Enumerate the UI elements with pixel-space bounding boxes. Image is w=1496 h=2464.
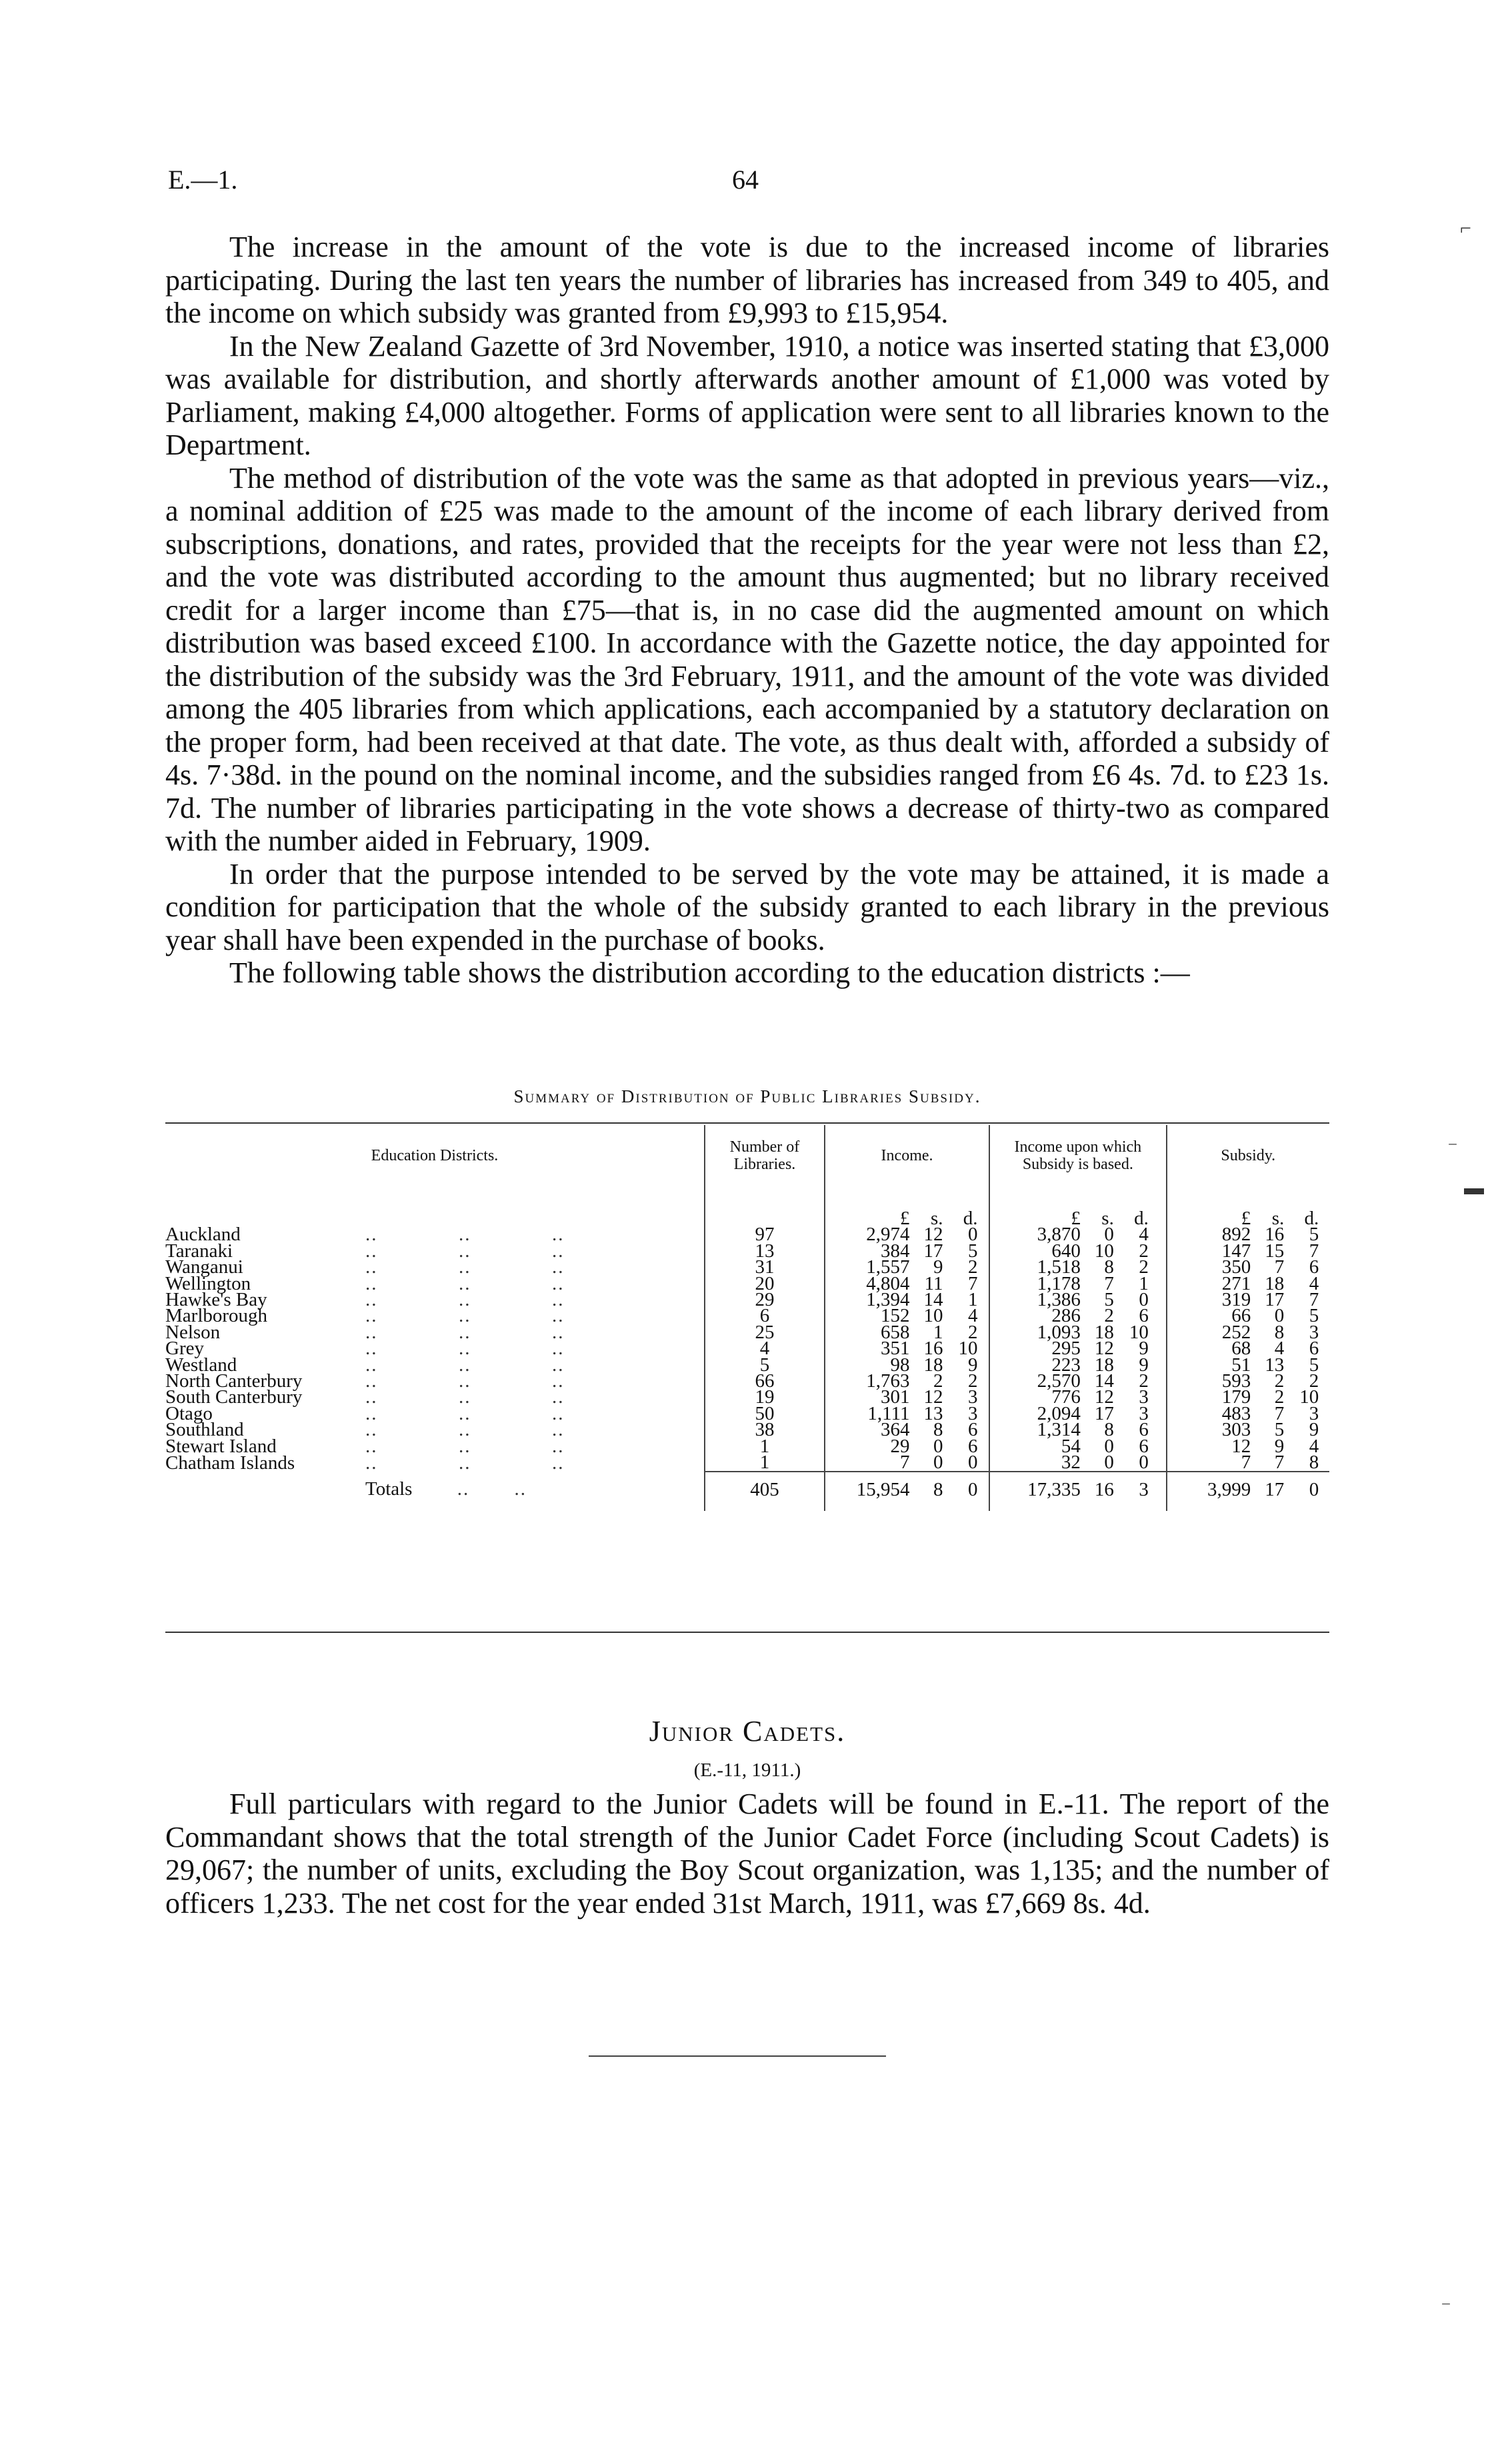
subsidy-amount: 51 13 5 xyxy=(1167,1357,1329,1373)
based-amount: 1,386 5 0 xyxy=(989,1292,1166,1308)
subsidy-amount: 179 2 10 xyxy=(1167,1389,1329,1405)
income-amount: 1,557 9 2 xyxy=(825,1259,989,1275)
income-amount: 2,974 12 0 xyxy=(825,1226,989,1242)
margin-mark-icon: ▬ xyxy=(1464,1177,1484,1199)
table-row: Wanganui .. .. .. 31 1,557 9 2 1,518 8 2 350 7 6 xyxy=(165,1259,1329,1275)
page-number: 64 xyxy=(732,165,759,195)
units-row xyxy=(165,1186,1329,1226)
subsidy-amount: 350 7 6 xyxy=(1167,1259,1329,1275)
paragraph-table-intro: The following table shows the distribution according to the education districts :— xyxy=(229,956,1190,989)
table-caption: Summary of Distribution of Public Libraries Subsidy. xyxy=(513,1086,981,1106)
library-count: 25 xyxy=(705,1324,825,1340)
district-name: Hawke's Bay xyxy=(165,1289,267,1311)
based-amount: 3,870 0 4 xyxy=(989,1226,1166,1242)
income-amount: 1,763 2 2 xyxy=(825,1373,989,1389)
based-amount: 1,518 8 2 xyxy=(989,1259,1166,1275)
district-name: Nelson xyxy=(165,1321,221,1343)
subsidy-summary-table xyxy=(165,1125,1329,1511)
subsidy-amount: 12 9 4 xyxy=(1167,1438,1329,1454)
subsidy-amount: 7 7 8 xyxy=(1167,1454,1329,1471)
income-amount: 658 1 2 xyxy=(825,1324,989,1340)
library-count: 6 xyxy=(705,1308,825,1324)
table-row: Chatham Islands .. .. .. 1 7 0 0 32 0 0 7 7 8 xyxy=(165,1454,1329,1471)
district-name: Grey xyxy=(165,1338,204,1360)
based-amount: 1,314 8 6 xyxy=(989,1422,1166,1438)
library-count: 1 xyxy=(705,1454,825,1471)
intro-text xyxy=(165,231,1329,990)
table-top-rule xyxy=(165,1122,1329,1124)
library-count: 4 xyxy=(705,1340,825,1356)
table-row: Nelson .. .. .. 25 658 1 2 1,093 18 10 252 8 3 xyxy=(165,1324,1329,1340)
based-amount: 286 2 6 xyxy=(989,1308,1166,1324)
subsidy-units: £ s. d. xyxy=(1167,1186,1329,1226)
table-row: Westland .. .. .. 5 98 18 9 223 18 9 51 13 5 xyxy=(165,1357,1329,1373)
library-count: 13 xyxy=(705,1243,825,1259)
table-body xyxy=(165,1186,1329,1472)
paragraph-condition: In order that the purpose intended to be served by the vote may be attained, it is made a condition for participation that the whole of the subsidy granted to each library in the previous year shall have been expended in the purchase of books. xyxy=(165,857,1329,956)
paragraph-junior-cadets: Full particulars with regard to the Junior Cadets will be found in E.-11. The report of the Commandant shows that the total strength of the Junior Cadet Force (including Scout Cadets) is 29,067; the number of units, excluding the Boy Scout organization, was 1,135; and the number of officers 1,233. The net cost for the year ended 31st March, 1911, was £7,669 8s. 4d. xyxy=(165,1788,1329,1919)
subsidy-amount: 271 18 4 xyxy=(1167,1276,1329,1292)
margin-mark-icon: ‾ xyxy=(1443,2302,1449,2324)
totals-label: Totals xyxy=(365,1478,413,1500)
subsidy-amount: 892 16 5 xyxy=(1167,1226,1329,1242)
subsidy-amount: 483 7 3 xyxy=(1167,1406,1329,1422)
library-count: 5 xyxy=(705,1357,825,1373)
table-header-row xyxy=(165,1125,1329,1186)
table-row: North Canterbury .. .. .. 66 1,763 2 2 2,570 14 2 593 2 2 xyxy=(165,1373,1329,1389)
income-amount: 1,394 14 1 xyxy=(825,1292,989,1308)
district-name: Stewart Island xyxy=(165,1435,277,1457)
based-amount: 1,178 7 1 xyxy=(989,1276,1166,1292)
paragraph-vote-increase: The increase in the amount of the vote is due to the increased income of libraries participating. During the last ten years the number of libraries has increased from 349 to 405, and the income on which subsidy was granted from £9,993 to £15,954. xyxy=(165,231,1329,329)
district-name: Southland xyxy=(165,1419,244,1441)
header-subsidy: Subsidy. xyxy=(1167,1125,1329,1186)
table-row: Taranaki .. .. .. 13 384 17 5 640 10 2 147 15 7 xyxy=(165,1243,1329,1259)
totals-body xyxy=(165,1472,1329,1511)
totals-subsidy: 3,999 17 0 xyxy=(1167,1472,1329,1511)
header-education-districts: Education Districts. xyxy=(371,1147,499,1164)
district-name: Wanganui xyxy=(165,1256,243,1278)
income-amount: 364 8 6 xyxy=(825,1422,989,1438)
income-amount: 7 0 0 xyxy=(825,1454,989,1471)
junior-cadets-title: Junior Cadets. xyxy=(649,1715,846,1748)
library-count: 20 xyxy=(705,1276,825,1292)
header-section-code: E.—1. xyxy=(168,165,238,195)
subsidy-amount: 593 2 2 xyxy=(1167,1373,1329,1389)
table-row: Stewart Island .. .. .. 1 29 0 6 54 0 6 12 9 4 xyxy=(165,1438,1329,1454)
table-row: Marlborough .. .. .. 6 152 10 4 286 2 6 66 0 5 xyxy=(165,1308,1329,1324)
income-amount: 301 12 3 xyxy=(825,1389,989,1405)
subsidy-amount: 66 0 5 xyxy=(1167,1308,1329,1324)
based-amount: 32 0 0 xyxy=(989,1454,1166,1471)
income-amount: 152 10 4 xyxy=(825,1308,989,1324)
paragraph-distribution-method: The method of distribution of the vote was the same as that adopted in previous years—viz., a nominal addition of £25 was made to the amount of the income of each library derived from subscriptions, donations, and rates, provided that the receipts for the year were not less than £2, and the vote was distributed according to the amount thus augmented; but no library received credit for a larger income than £75—that is, in no case did the augmented amount on which distribution was based exceed £100. In accordance with the Gazette notice, the day appointed for the distribution of the subsidy was the 3rd February, 1911, and the amount of the vote was divided among the 405 libraries from which applications, each accompanied by a statutory declaration on the proper form, had been received at that date. The vote, as thus dealt with, afforded a subsidy of 4s. 7·38d. in the pound on the nominal income, and the subsidies ranged from £6 4s. 7d. to £23 1s. 7d. The number of libraries participating in the vote shows a decrease of thirty-two as compared with the number aided in February, 1909. xyxy=(165,461,1329,857)
table-row: South Canterbury .. .. .. 19 301 12 3 776 12 3 179 2 10 xyxy=(165,1389,1329,1405)
district-name: Westland xyxy=(165,1354,237,1376)
based-amount: 223 18 9 xyxy=(989,1357,1166,1373)
header-income: Income. xyxy=(825,1125,989,1186)
based-amount: 2,570 14 2 xyxy=(989,1373,1166,1389)
district-name: North Canterbury xyxy=(165,1370,303,1392)
district-name: Chatham Islands xyxy=(165,1452,295,1474)
subsidy-amount: 147 15 7 xyxy=(1167,1243,1329,1259)
header-number-of-libraries: Number of Libraries. xyxy=(705,1125,825,1186)
table-row: Wellington .. .. .. 20 4,804 11 7 1,178 7 1 271 18 4 xyxy=(165,1276,1329,1292)
library-count: 38 xyxy=(705,1422,825,1438)
based-amount: 1,093 18 10 xyxy=(989,1324,1166,1340)
library-count: 29 xyxy=(705,1292,825,1308)
based-amount: 295 12 9 xyxy=(989,1340,1166,1356)
table-bottom-rule xyxy=(165,1632,1329,1633)
table-row: Southland .. .. .. 38 364 8 6 1,314 8 6 303 5 9 xyxy=(165,1422,1329,1438)
district-name: South Canterbury xyxy=(165,1386,303,1408)
totals-libraries: 405 xyxy=(705,1472,825,1511)
library-count: 31 xyxy=(705,1259,825,1275)
subsidy-amount: 252 8 3 xyxy=(1167,1324,1329,1340)
junior-cadets-reference: (E.-11, 1911.) xyxy=(693,1760,801,1781)
income-amount: 1,111 13 3 xyxy=(825,1406,989,1422)
district-name: Wellington xyxy=(165,1272,251,1294)
totals-based: 17,335 16 3 xyxy=(989,1472,1166,1511)
based-units: £ s. d. xyxy=(989,1186,1166,1226)
paragraph-gazette-notice: In the New Zealand Gazette of 3rd November, 1910, a notice was inserted stating that £3,000 was available for distribution, and shortly afterwards another amount of £1,000 was voted by Parliament, making £4,000 altogether. Forms of application were sent to all libraries known to the Department. xyxy=(165,329,1329,461)
totals-income: 15,954 8 0 xyxy=(825,1472,989,1511)
margin-mark-icon: ‾ xyxy=(1449,1142,1456,1164)
library-count: 97 xyxy=(705,1226,825,1242)
header-income-subsidy-based: Income upon which Subsidy is based. xyxy=(989,1125,1166,1186)
based-amount: 776 12 3 xyxy=(989,1389,1166,1405)
table-row: Otago .. .. .. 50 1,111 13 3 2,094 17 3 483 7 3 xyxy=(165,1406,1329,1422)
totals-row: Totals .. .. 405 15,954 8 0 17,335 16 3 3,999 17 0 xyxy=(165,1472,1329,1511)
subsidy-amount: 303 5 9 xyxy=(1167,1422,1329,1438)
end-rule xyxy=(589,2055,886,2057)
table-row: Hawke's Bay .. .. .. 29 1,394 14 1 1,386 5 0 319 17 7 xyxy=(165,1292,1329,1308)
subsidy-amount: 68 4 6 xyxy=(1167,1340,1329,1356)
based-amount: 2,094 17 3 xyxy=(989,1406,1166,1422)
district-name: Otago xyxy=(165,1402,213,1424)
district-name: Marlborough xyxy=(165,1305,268,1327)
income-amount: 98 18 9 xyxy=(825,1357,989,1373)
library-count: 19 xyxy=(705,1389,825,1405)
junior-cadets-text xyxy=(165,1788,1329,1919)
table-row: Grey .. .. .. 4 351 16 10 295 12 9 68 4 6 xyxy=(165,1340,1329,1356)
table-row: Auckland .. .. .. 97 2,974 12 0 3,870 0 4 892 16 5 xyxy=(165,1226,1329,1242)
based-amount: 54 0 6 xyxy=(989,1438,1166,1454)
income-amount: 4,804 11 7 xyxy=(825,1276,989,1292)
district-name: Taranaki xyxy=(165,1240,233,1262)
income-amount: 29 0 6 xyxy=(825,1438,989,1454)
library-count: 1 xyxy=(705,1438,825,1454)
subsidy-amount: 319 17 7 xyxy=(1167,1292,1329,1308)
library-count: 50 xyxy=(705,1406,825,1422)
based-amount: 640 10 2 xyxy=(989,1243,1166,1259)
income-units: £ s. d. xyxy=(825,1186,989,1226)
library-count: 66 xyxy=(705,1373,825,1389)
income-amount: 384 17 5 xyxy=(825,1243,989,1259)
income-amount: 351 16 10 xyxy=(825,1340,989,1356)
district-name: Auckland xyxy=(165,1224,241,1246)
margin-mark-icon: ⌐ xyxy=(1460,217,1471,239)
